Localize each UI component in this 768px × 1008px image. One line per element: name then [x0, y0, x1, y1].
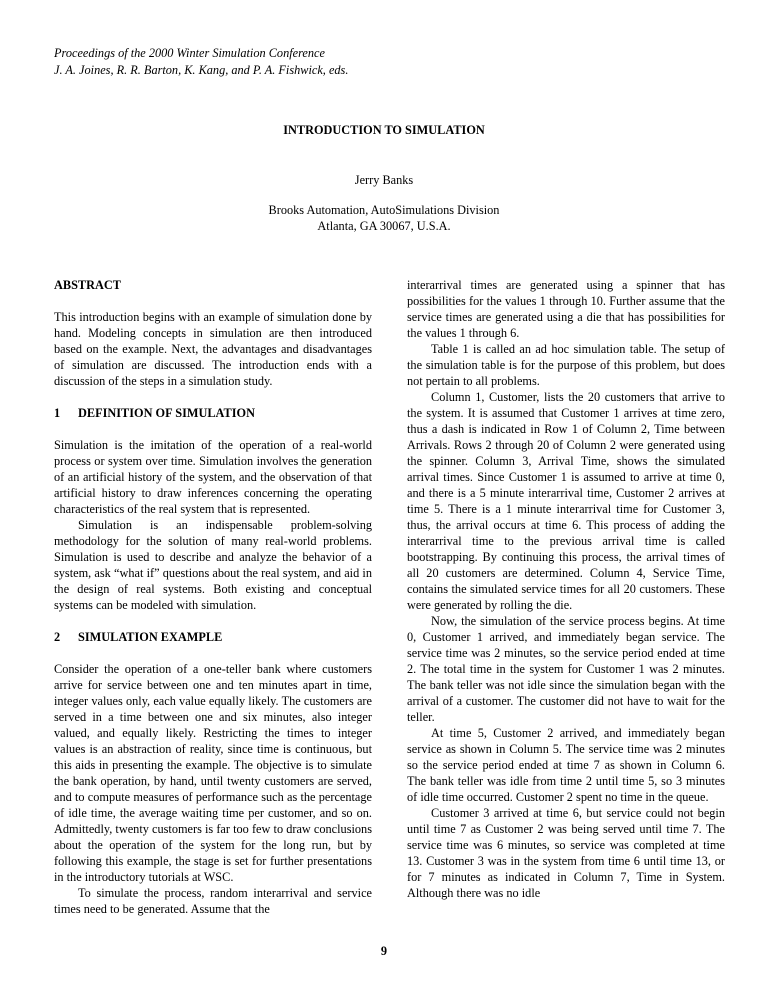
- right-column: [407, 277, 725, 901]
- proceedings-editors: J. A. Joines, R. R. Barton, K. Kang, and P. A. Fishwick, eds.: [54, 63, 349, 77]
- proceedings-title: Proceedings of the 2000 Winter Simulation Conference: [54, 46, 325, 60]
- right-paragraph-table-1: Table 1 is called an ad hoc simulation table. The setup of the simulation table is for the purpose of this problem, but does not pertain to all problems.: [407, 342, 725, 388]
- section-2-paragraph-1: Consider the operation of a one-teller bank where customers arrive for service between one and ten minutes apart in time, integer values only, each value equally likely. The customers are served in a time between one and six minutes, also integer valued, and equally likely. Restricting the times to integer values is an abstraction of reality, since time is continuous, but this aids in presenting the example. The objective is to simulate the bank operation, by hand, until twenty customers are served, and to compute measures of performance such as the percentage of idle time, the average waiting time per customer, and so on. Admittedly, twenty customers is far too few to draw conclusions about the operation of the system for the long run, but by following this example, the stage is set for further presentations in the introductory tutorials at WSC.: [54, 662, 372, 884]
- left-column: [54, 277, 372, 917]
- section-1-number: 1: [54, 406, 61, 420]
- section-1-heading: [54, 405, 372, 421]
- right-paragraph-customer-3: Customer 3 arrived at time 6, but service could not begin until time 7 as Customer 2 was being served until time 7. The service time was 6 minutes, so service was completed at time 13. Customer 3 was in the system from time 6 until time 13, or for 7 minutes as indicated in Column 7, Time in System. Although there was no idle: [407, 806, 725, 900]
- abstract-text: This introduction begins with an example of simulation done by hand. Modeling concepts in simulation are then introduced based on the example. Next, the advantages and disadvantages of simulation are discussed. The introduction ends with a discussion of the steps in a simulation study.: [54, 310, 372, 388]
- section-2-number: 2: [54, 630, 61, 644]
- section-2-paragraph-2: To simulate the process, random interarrival and service times need to be generated. Assume that the: [54, 886, 372, 916]
- section-1-paragraph-2: Simulation is an indispensable problem-solving methodology for the solution of many real-world problems. Simulation is used to describe and analyze the behavior of a system, ask “what if” questions about the real system, and aid in the design of real systems. Both existing and conceptual systems can be modeled with simulation.: [54, 518, 372, 612]
- right-paragraph-time-5: At time 5, Customer 2 arrived, and immediately began service as shown in Column 5. The service time was 2 minutes so the service period ended at time 7 as shown in Column 6. The bank teller was idle from time 2 until time 5, so 3 minutes of idle time occurred. Customer 2 spent no time in the queue.: [407, 726, 725, 804]
- section-2-title: SIMULATION EXAMPLE: [78, 630, 223, 644]
- abstract-heading: ABSTRACT: [54, 278, 121, 292]
- section-2-heading: [54, 629, 372, 645]
- right-paragraph-continued: interarrival times are generated using a spinner that has possibilities for the values 1 through 10. Further assume that the service times are generated using a die that has possibilities for the values 1 through 6.: [407, 278, 725, 340]
- affiliation-line-1: Brooks Automation, AutoSimulations Division: [268, 203, 500, 217]
- author-affiliation: [0, 202, 768, 234]
- right-paragraph-column-1: Column 1, Customer, lists the 20 customers that arrive to the system. It is assumed that Customer 1 arrives at time zero, thus a dash is indicated in Row 1 of Column 2, Time between Arrivals. Rows 2 through 20 of Column 2 were generated using the spinner. Column 3, Arrival Time, shows the simulated arrival times. Since Customer 1 is assumed to arrive at time 0, and there is a 5 minute interarrival time, Customer 2 arrives at time 5. There is a 1 minute interarrival time for Customer 3, thus, the arrival occurs at time 6. This process of adding the interarrival time to the previous arrival time is called bootstrapping. By continuing this process, the arrival times of all 20 customers are determined. Column 4, Service Time, contains the simulated service times for all 20 customers. These were generated by rolling the die.: [407, 390, 725, 612]
- right-paragraph-service-begins: Now, the simulation of the service process begins. At time 0, Customer 1 arrived, and immediately began service. The service time was 2 minutes, so the service period ended at time 2. The total time in the system for Customer 1 was 2 minutes. The bank teller was not idle since the simulation began with the arrival of a customer. The customer did not have to wait for the teller.: [407, 614, 725, 724]
- page-number: 9: [380, 944, 388, 958]
- author-name: Jerry Banks: [354, 173, 414, 187]
- section-1-paragraph-1: Simulation is the imitation of the operation of a real-world process or system over time. Simulation involves the generation of an artificial history of the system, and the observation of that artificial history to draw inferences concerning the operating characteristics of the real system that is represented.: [54, 438, 372, 516]
- paper-title: INTRODUCTION TO SIMULATION: [283, 123, 485, 137]
- affiliation-line-2: Atlanta, GA 30067, U.S.A.: [317, 219, 451, 233]
- proceedings-header: [54, 45, 348, 79]
- section-1-title: DEFINITION OF SIMULATION: [78, 406, 255, 420]
